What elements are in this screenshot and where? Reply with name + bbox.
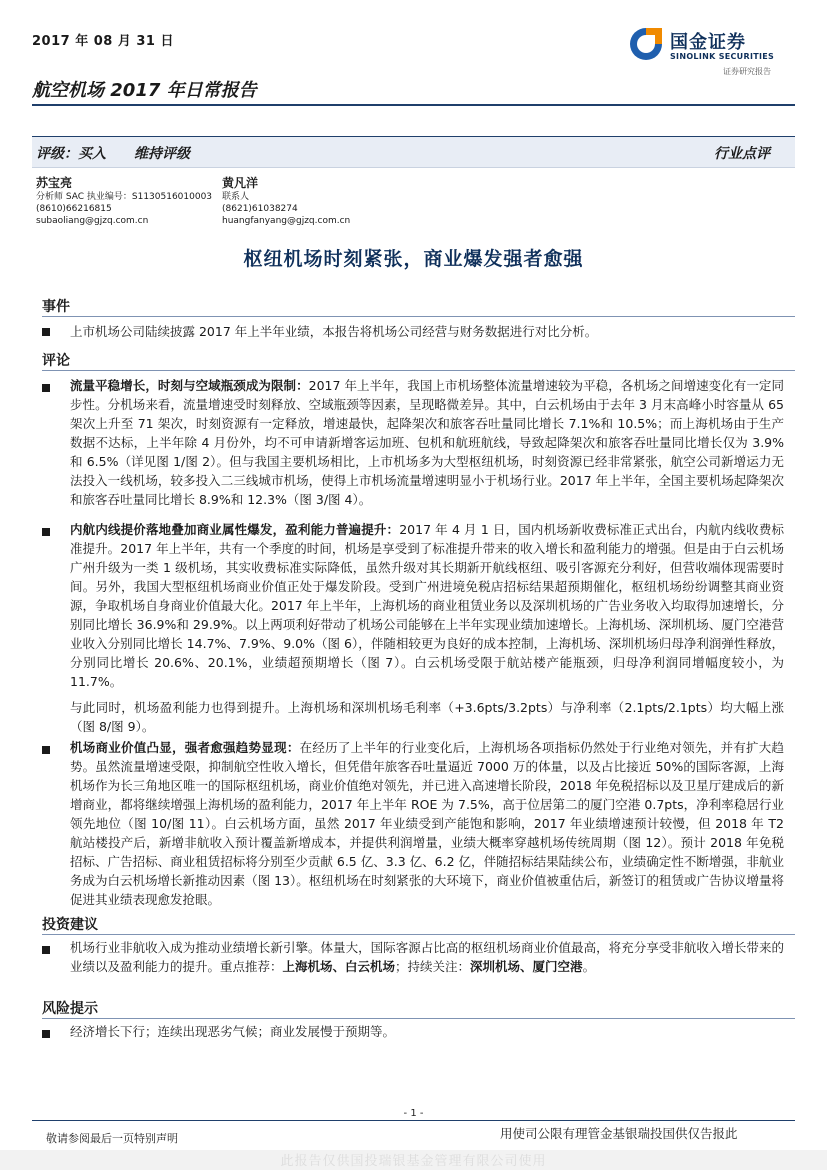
review-paragraph-3 xyxy=(70,738,784,909)
paragraph-body: 在经历了上半年的行业变化后，上海机场各项指标仍然处于行业绝对领先，并有扩大趋势。虽然流量增速受限，抑制航空性收入增长，但凭借年旅客吞吐量逼近 7000 万的体量，以及占比接近 50%的国际客源，上海机场作为长三角地区唯一的国际枢纽机场，商业价值绝对领先，并已进入高速增长阶段，2018 年免税招标以及卫星厅建成后的新增商业，都将继续增强上海机场的盈利能力，2017 年上半年 ROE 为 7.5%，高于位居第二的厦门空港 0.7pts，净利率稳居行业领先地位（图 10/图 11）。白云机场方面，虽然 2017 年业绩受到产能饱和影响，2017 年业绩增速预计较慢，但 2018 年 T2 航站楼投产后，新增非航收入预计覆盖新增成本，并提供利润增量，业绩大概率穿越机场传统周期（图 12）。预计 2018 年免税招标、广告招标、商业租赁招标将分别至少贡献 6.5 亿、3.3 亿、6.2 亿，伴随招标结果陆续公布，业绩确定性不断增强，非航业务成为白云机场增长新推动因素（图 13）。枢纽机场在时刻紧张的大环境下，商业价值被重估后，新签订的租赁或广告协议增量将促进其业绩表现愈发抢眼。 xyxy=(70,740,784,907)
analyst-sac: 分析师 SAC 执业编号：S1130516010003 xyxy=(36,192,213,202)
header-rule xyxy=(32,104,795,106)
bullet-icon xyxy=(42,946,50,954)
analyst-card xyxy=(36,175,212,227)
report-category: 行业点评 xyxy=(714,146,770,162)
logo-cn-text: 国金证券 xyxy=(670,32,746,53)
event-paragraph: 上市机场公司陆续披露 2017 年上半年业绩，本报告将机场公司经营与财务数据进行对比分析。 xyxy=(70,324,598,339)
watched-stocks: 深圳机场、厦门空港 xyxy=(470,959,583,974)
contact-card xyxy=(222,175,350,227)
paragraph-body: 2017 年上半年，我国上市机场整体流量增速较为平稳，各机场之间增速变化有一定同步性。分机场来看，流量增速受时刻释放、空域瓶颈等因素，呈现略微差异。其中，白云机场由于去年 3 月末高峰小时容量从 65 架次上升至 71 架次，时刻资源有一定释放，增速最快，起降架次和旅客吞吐量同比增长 7.1%和 10.5%；而上海机场由于生产数据不达标，上半年除 4 月份外，均不可申请新增客运加班、包机和航班航线，导致起降架次和旅客吞吐量同比增长仅为 3.9%和 6.5%（详见图 1/图 2）。但与我国主要机场相比，上市机场多为大型枢纽机场，时刻资源已经非常紧张，航空公司新增运力无法投入一线机场，较多投入二三线城市机场，使得上市机场流量增速明显小于机场行业。2017 年上半年，全国主要机场起降架次和旅客吞吐量同比增长 8.9%和 12.3%（图 3/图 4）。 xyxy=(70,378,784,507)
sinolink-logo xyxy=(628,22,798,82)
logo-en-text: SINOLINK SECURITIES xyxy=(670,52,775,61)
page-number: - 1 - xyxy=(403,1108,424,1119)
report-series-title: 航空机场 2017 年日常报告 xyxy=(32,80,257,101)
paragraph-body: 机场行业非航收入成为推动业绩增长新引擎。体量大，国际客源占比高的枢纽机场商业价值最高，将充分享受非航收入增长带来的业绩以及盈利能力的提升。重点推荐： xyxy=(70,940,784,974)
bullet-icon xyxy=(42,384,50,392)
bullet-icon xyxy=(42,328,50,336)
analyst-phone: (8610)66216815 xyxy=(36,204,112,214)
footer-disclaimer: 敬请参阅最后一页特别声明 xyxy=(46,1132,178,1145)
recommended-stocks: 上海机场、白云机场 xyxy=(282,959,396,974)
risk-paragraph: 经济增长下行；连续出现恶劣气候；商业发展慢于预期等。 xyxy=(70,1024,396,1039)
logo-subtitle: 证券研究报告 xyxy=(723,67,771,76)
section-heading-event: 事件 xyxy=(42,299,70,315)
footer-rule xyxy=(32,1120,795,1121)
document-title: 枢纽机场时刻紧张，商业爆发强者愈强 xyxy=(243,248,584,270)
paragraph-lead: 机场商业价值凸显，强者愈强趋势显现： xyxy=(70,740,300,755)
rating-label: 评级：买入 xyxy=(36,146,106,162)
section-rule xyxy=(42,316,795,317)
footer-license-text: 用使司公限有理管金基银瑞投国供仅告报此 xyxy=(500,1126,738,1141)
paragraph-body: 。 xyxy=(582,959,596,974)
report-date: 2017 年 08 月 31 日 xyxy=(32,34,174,49)
bullet-icon xyxy=(42,528,50,536)
rating-note: 维持评级 xyxy=(134,146,190,162)
contact-role: 联系人 xyxy=(222,192,250,202)
section-heading-risk: 风险提示 xyxy=(42,1001,98,1017)
paragraph-lead: 内航内线提价落地叠加商业属性爆发，盈利能力普遍提升： xyxy=(70,522,400,537)
rating xyxy=(36,143,190,163)
sinolink-logo-icon xyxy=(628,26,664,62)
section-rule xyxy=(42,370,795,371)
paragraph-body: 2017 年 4 月 1 日，国内机场新收费标准正式出台，内航内线收费标准提升。2017 年上半年，共有一个季度的时间，机场是享受到了标准提升带来的收入增长和盈利能力的增强。但是由于白云机场广州升级为一类 1 级机场，其实收费标准实际降低，虽然升级对其长期新开航线枢纽、吸引客源充分利好，但营收端体现需要时间。另外，我国大型枢纽机场商业价值正处于爆发阶段。受到广州进境免税店招标结果超预期催化，枢纽机场纷纷调整其商业资源，争取机场自身商业价值最大化。2017 年上半年，上海机场的商业租赁业务以及深圳机场的广告业务收入均取得加速增长，分别同比增长 36.9%和 29.9%。以上两项利好带动了机场公司能够在上半年实现业绩加速增长。上海机场、深圳机场、厦门空港营业收入分别同比增长 14.7%、7.9%、9.0%（图 6），伴随相较更为良好的成本控制，上海机场、深圳机场归母净利润弹性释放，分别同比增长 20.6%、20.1%，业绩超预期增长（图 7）。白云机场受限于航站楼产能瓶颈，归母净利润同增幅度较小，为 11.7%。 xyxy=(70,522,784,689)
review-paragraph-2 xyxy=(70,520,784,691)
bullet-icon xyxy=(42,746,50,754)
section-heading-review: 评论 xyxy=(42,353,70,369)
review-paragraph-1 xyxy=(70,376,784,509)
watermark: 此报告仅供国投瑞银基金管理有限公司使用 xyxy=(0,1150,827,1170)
review-paragraph-2b: 与此同时，机场盈利能力也得到提升。上海机场和深圳机场毛利率（+3.6pts/3.2pts）与净利率（2.1pts/2.1pts）均大幅上涨（图 8/图 9）。 xyxy=(70,700,784,734)
section-heading-investment: 投资建议 xyxy=(42,917,98,933)
section-rule xyxy=(42,1018,795,1019)
analyst-name: 苏宝亮 xyxy=(36,176,73,190)
paragraph-lead: 流量平稳增长，时刻与空域瓶颈成为限制： xyxy=(70,378,309,393)
section-rule xyxy=(42,934,795,935)
contact-phone: (8621)61038274 xyxy=(222,204,298,214)
paragraph-body: ；持续关注： xyxy=(395,959,471,974)
bullet-icon xyxy=(42,1030,50,1038)
contact-email[interactable]: huangfanyang@gjzq.com.cn xyxy=(222,216,351,226)
investment-paragraph xyxy=(70,938,784,976)
analyst-email[interactable]: subaoliang@gjzq.com.cn xyxy=(36,216,149,226)
contact-name: 黄凡洋 xyxy=(222,176,259,190)
